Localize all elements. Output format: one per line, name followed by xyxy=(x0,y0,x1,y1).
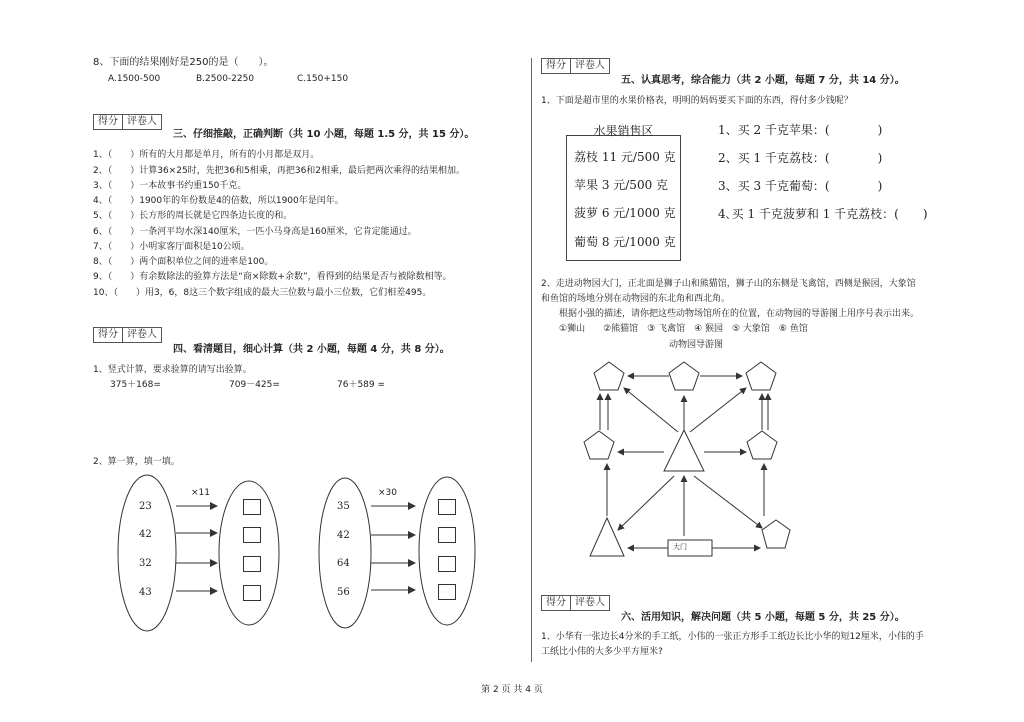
q8-option-a: A.1500-500 xyxy=(108,74,161,84)
judge-item: 8、（ ）两个面积单位之间的进率是100。 xyxy=(93,257,274,267)
center-triangle xyxy=(664,430,704,471)
pentagon-n xyxy=(669,362,699,390)
pentagon-ne xyxy=(746,362,776,390)
section4-q1: 1、竖式计算，要求验算的请写出验算。 xyxy=(93,365,252,375)
page-footer: 第 2 页 共 4 页 xyxy=(481,685,543,695)
section3-title: 三、仔细推敲，正确判断（共 10 小题，每题 1.5 分，共 15 分）。 xyxy=(173,129,475,140)
score-box-5 xyxy=(541,58,610,74)
section4-title: 四、看清题目，细心计算（共 2 小题，每题 4 分，共 8 分）。 xyxy=(173,344,450,355)
answer-box[interactable] xyxy=(243,527,261,543)
gate-label: 大门 xyxy=(673,543,687,551)
fruit-price-table xyxy=(566,124,681,261)
calc-1: 375＋168= xyxy=(110,380,161,390)
judge-item: 4、（ ）1900年的年份数是4的倍数，所以1900年是闰年。 xyxy=(93,196,344,206)
score-label: 得分 xyxy=(546,60,566,71)
input-number: 35 xyxy=(337,501,350,512)
pentagon-nw xyxy=(594,362,624,390)
input-ellipse-1 xyxy=(118,475,176,631)
input-number: 43 xyxy=(139,587,152,598)
score-label: 得分 xyxy=(98,329,118,340)
grader-label: 评卷人 xyxy=(122,115,161,129)
judge-item: 6、（ ）一条河平均水深140厘米，一匹小马身高是160厘米，它肯定能通过。 xyxy=(93,227,417,237)
judge-item: 5、（ ）长方形的周长就是它四条边长度的和。 xyxy=(93,211,293,221)
score-box-4 xyxy=(93,327,162,343)
buy-item: 3、买 3 千克葡萄：( ) xyxy=(718,179,883,193)
answer-box[interactable] xyxy=(243,556,261,572)
input-number: 23 xyxy=(139,501,152,512)
operator-2: ×30 xyxy=(378,488,397,498)
section4-q2: 2、算一算，填一填。 xyxy=(93,457,180,467)
grader-label: 评卷人 xyxy=(570,596,609,610)
judge-item: 2、（ ）计算36×25时，先把36和5相乘，再把36和2相乘，最后把两次乘得的结果相加。 xyxy=(93,166,466,176)
buy-item: 4､买 1 千克菠萝和 1 千克荔枝：( ) xyxy=(718,207,928,221)
zoo-map xyxy=(570,352,800,572)
fruit-price-row: 葡萄 8 元/1000 克 xyxy=(574,235,676,249)
fruit-table-title: 水果销售区 xyxy=(593,124,654,138)
column-divider xyxy=(531,58,532,662)
judge-item: 1、（ ）所有的大月都是单月，所有的小月都是双月。 xyxy=(93,150,320,160)
answer-box[interactable] xyxy=(438,499,456,515)
calc-3: 76＋589 = xyxy=(337,380,386,390)
judge-item: 10、（ ）用3，6，8这三个数字组成的最大三位数与最小三位数，它们相差495。 xyxy=(93,288,432,298)
judge-item: 7、（ ）小明家客厅面积是10公顷。 xyxy=(93,242,250,252)
operator-1: ×11 xyxy=(191,488,210,498)
answer-box[interactable] xyxy=(243,499,261,515)
input-number: 42 xyxy=(337,530,350,541)
input-number: 32 xyxy=(139,558,152,569)
fruit-price-row: 荔枝 11 元/500 克 xyxy=(574,150,676,164)
judge-item: 3、（ ）一本故事书约重150千克。 xyxy=(93,181,247,191)
triangle-sw xyxy=(590,518,624,556)
calc-2: 709－425= xyxy=(229,380,280,390)
input-number: 64 xyxy=(337,558,350,569)
fruit-price-row: 苹果 3 元/500 克 xyxy=(574,178,669,192)
grader-label: 评卷人 xyxy=(570,59,609,73)
answer-box[interactable] xyxy=(243,585,261,601)
score-label: 得分 xyxy=(546,597,566,608)
section6-q1-line: 1、小华有一张边长4分米的手工纸，小伟的一张正方形手工纸边长比小华的短12厘米，小伟的手 xyxy=(541,632,924,642)
section5-title: 五、认真思考，综合能力（共 2 小题，每题 7 分，共 14 分）。 xyxy=(621,75,905,86)
pentagon-se xyxy=(762,520,790,548)
buy-item: 2、买 1 千克荔枝：( ) xyxy=(718,151,883,165)
section6-q1-line: 工纸比小伟的大多少平方厘米? xyxy=(541,647,663,657)
score-label: 得分 xyxy=(98,116,118,127)
section5-q2-line: 和鱼馆的场地分别在动物园的东北角和西北角。 xyxy=(541,294,731,304)
input-number: 56 xyxy=(337,587,350,598)
pentagon-w xyxy=(584,431,614,459)
score-box-6 xyxy=(541,595,610,611)
pentagon-e xyxy=(747,431,777,459)
answer-box[interactable] xyxy=(438,556,456,572)
section5-q1: 1、下面是超市里的水果价格表，明明的妈妈要买下面的东西，得付多少钱呢？ xyxy=(541,96,853,106)
score-box-3 xyxy=(93,114,162,130)
zoo-venue-list: ①狮山 ②熊猫馆 ③ 飞禽馆 ④ 猴园 ⑤ 大象馆 ⑥ 鱼馆 xyxy=(541,324,808,334)
answer-box[interactable] xyxy=(438,527,456,543)
input-number: 42 xyxy=(139,529,152,540)
section5-q2-line: 根据小强的描述，请你把这些动物场馆所在的位置，在动物园的导游图上用序号表示出来。 xyxy=(541,309,920,319)
grader-label: 评卷人 xyxy=(122,328,161,342)
zoo-map-title: 动物园导游图 xyxy=(669,340,724,350)
q8-option-b: B.2500-2250 xyxy=(196,74,255,84)
section5-q2-line: 2、走进动物园大门，正北面是狮子山和熊猫馆，狮子山的东侧是飞禽馆，西侧是猴园，大象馆 xyxy=(541,279,916,289)
q8-question: 8、下面的结果刚好是250的是（ ）。 xyxy=(93,57,274,68)
mapping-diagrams xyxy=(110,470,490,640)
fruit-price-row: 菠萝 6 元/1000 克 xyxy=(574,206,676,220)
judge-item: 9、（ ）有余数除法的验算方法是“商×除数+余数”，看得到的结果是否与被除数相等。 xyxy=(93,272,452,282)
q8-option-c: C.150+150 xyxy=(297,74,349,84)
answer-box[interactable] xyxy=(438,584,456,600)
section6-title: 六、活用知识，解决问题（共 5 小题，每题 5 分，共 25 分）。 xyxy=(621,612,905,623)
buy-item: 1、买 2 千克苹果：( ) xyxy=(718,123,883,137)
